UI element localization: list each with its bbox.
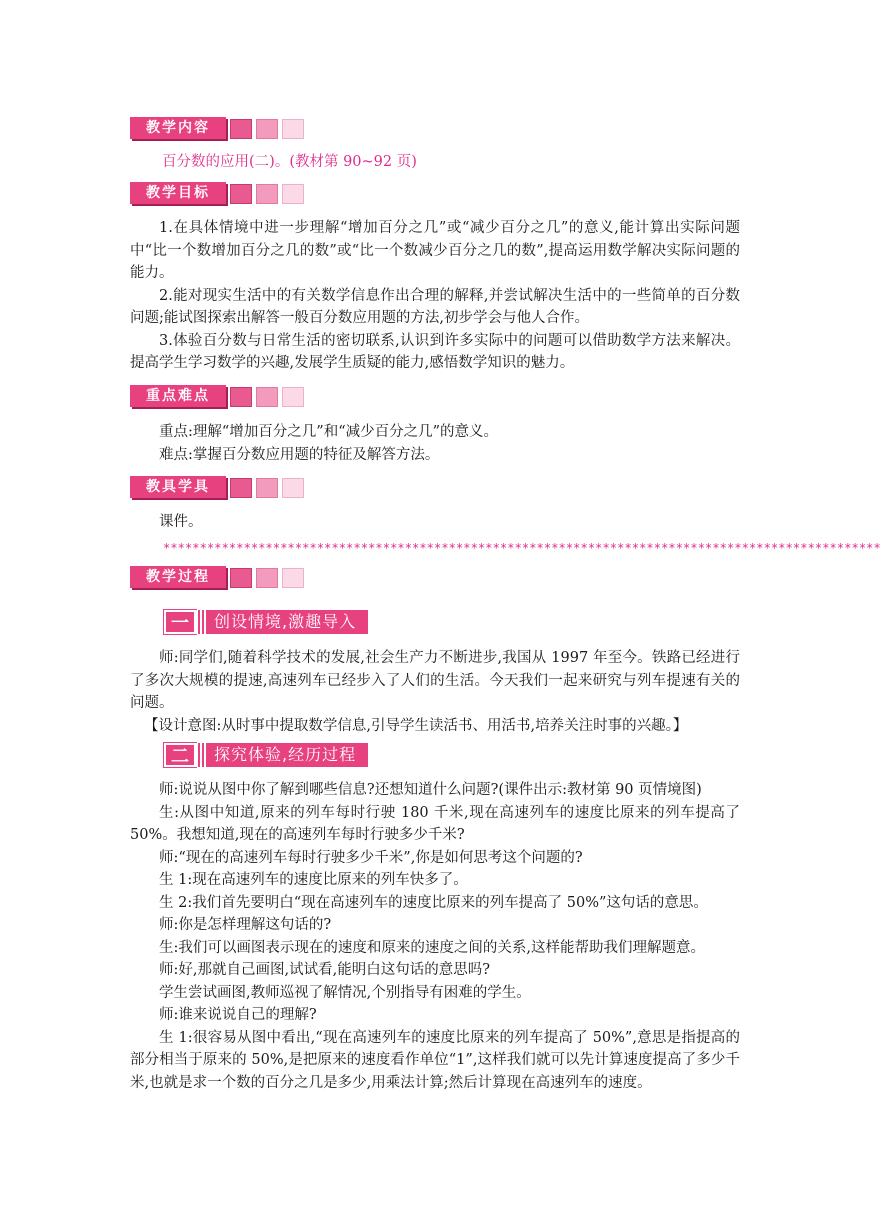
decor-square — [230, 387, 252, 407]
subsection-header-2 — [164, 743, 368, 767]
paragraph: 生 1:现在高速列车的速度比原来的列车快多了。 — [159, 872, 468, 888]
decor-square — [256, 119, 278, 139]
paragraph: 生:从图中知道,原来的列车每时行驶 180 千米,现在高速列车的速度比原来的列车提高了 50%。我想知道,现在的高速列车每时行驶多少千米? — [130, 804, 740, 843]
paragraph: 难点:掌握百分数应用题的特征及解答方法。 — [159, 446, 440, 463]
paragraph: 师:说说从图中你了解到哪些信息?还想知道什么问题?(课件出示:教材第 90 页情境图) — [159, 782, 702, 798]
section-title: 教学目标 — [130, 182, 226, 204]
content-text: 百分数的应用(二)。(教材第 90~92 页) — [162, 154, 417, 170]
tools-body — [130, 511, 740, 534]
paragraph: 学生尝试画图,教师巡视了解情况,个别指导有困难的学生。 — [159, 984, 531, 1001]
paragraph: 师:“现在的高速列车每时行驶多少千米”,你是如何思考这个问题的? — [159, 849, 583, 866]
paragraph: 1.在具体情境中进一步理解“增加百分之几”或“减少百分之几”的意义,能计算出实际问题中“比一个数增加百分之几的数”或“比一个数减少百分之几的数”,提高运用数学解决实际问题的能力。 — [130, 220, 740, 281]
decor-square — [230, 184, 252, 204]
paragraph: 课件。 — [159, 514, 203, 530]
section-header-content — [130, 117, 304, 141]
section-header-key-points — [130, 385, 304, 409]
paragraph: 师:好,那就自己画图,试试看,能明白这句话的意思吗? — [159, 962, 490, 978]
decor-square — [256, 478, 278, 498]
decor-square — [282, 184, 304, 204]
paragraph: 生 1:很容易从图中看出,“现在高速列车的速度比原来的列车提高了 50%”,意思是指提高的部分相当于原来的 50%,是把原来的速度看作单位“1”,这样我们就可以先计算速度提高了多少千米,也就是求一个数的百分之几是多少,用乘法计算;然后计算现在高速列车的速度。 — [130, 1029, 740, 1091]
paragraph: 师:你是怎样理解这句话的? — [159, 917, 332, 933]
section-header-goals — [130, 182, 304, 206]
decor-square — [282, 568, 304, 588]
decor-square — [230, 478, 252, 498]
decor-bars — [196, 610, 206, 634]
decor-bars — [196, 743, 206, 767]
section-title: 教学过程 — [130, 566, 226, 588]
star-divider: ************************************************************************************************** — [163, 541, 881, 555]
paragraph: 重点:理解“增加百分之几”和“减少百分之几”的意义。 — [159, 424, 499, 440]
paragraph: 2.能对现实生活中的有关数学信息作出合理的解释,并尝试解决生活中的一些简单的百分数问题;能试图探索出解答一般百分数应用题的方法,初步学会与他人合作。 — [130, 287, 740, 326]
part1-body — [130, 647, 740, 737]
key-points-body — [130, 421, 740, 466]
decor-square — [282, 387, 304, 407]
section-header-tools — [130, 476, 304, 500]
paragraph: 师:同学们,随着科学技术的发展,社会生产力不断进步,我国从 1997 年至今。铁路已经进行了多次大规模的提速,高速列车已经步入了人们的生活。今天我们一起来研究与列车提速有关的问题。 — [130, 650, 740, 711]
decor-square — [230, 119, 252, 139]
design-intent: 【设计意图:从时事中提取数学信息,引导学生读活书、用活书,培养关注时事的兴趣。】 — [144, 717, 688, 734]
part2-body — [130, 779, 740, 1094]
paragraph: 生 2:我们首先要明白“现在高速列车的速度比原来的列车提高了 50%”这句话的意思。 — [159, 894, 708, 911]
section-title: 教学内容 — [130, 117, 226, 139]
decor-square — [282, 478, 304, 498]
paragraph: 3.体验百分数与日常生活的密切联系,认识到许多实际中的问题可以借助数学方法来解决。提高学生学习数学的兴趣,发展学生质疑的能力,感悟数学知识的魅力。 — [130, 332, 740, 371]
decor-square — [256, 184, 278, 204]
paragraph: 师:谁来说说自己的理解? — [159, 1007, 317, 1023]
section-title: 重点难点 — [130, 385, 226, 407]
decor-square — [230, 568, 252, 588]
paragraph: 生:我们可以画图表示现在的速度和原来的速度之间的关系,这样能帮助我们理解题意。 — [159, 939, 705, 956]
section-title: 教具学具 — [130, 476, 226, 498]
subsection-number: 一 — [164, 610, 196, 634]
goals-body — [130, 217, 740, 375]
section-header-process — [130, 566, 304, 590]
decor-square — [282, 119, 304, 139]
subsection-title: 创设情境,激趣导入 — [206, 610, 368, 634]
subsection-header-1 — [164, 610, 368, 634]
decor-square — [256, 387, 278, 407]
decor-square — [256, 568, 278, 588]
subsection-title: 探究体验,经历过程 — [206, 743, 368, 767]
subsection-number: 二 — [164, 743, 196, 767]
